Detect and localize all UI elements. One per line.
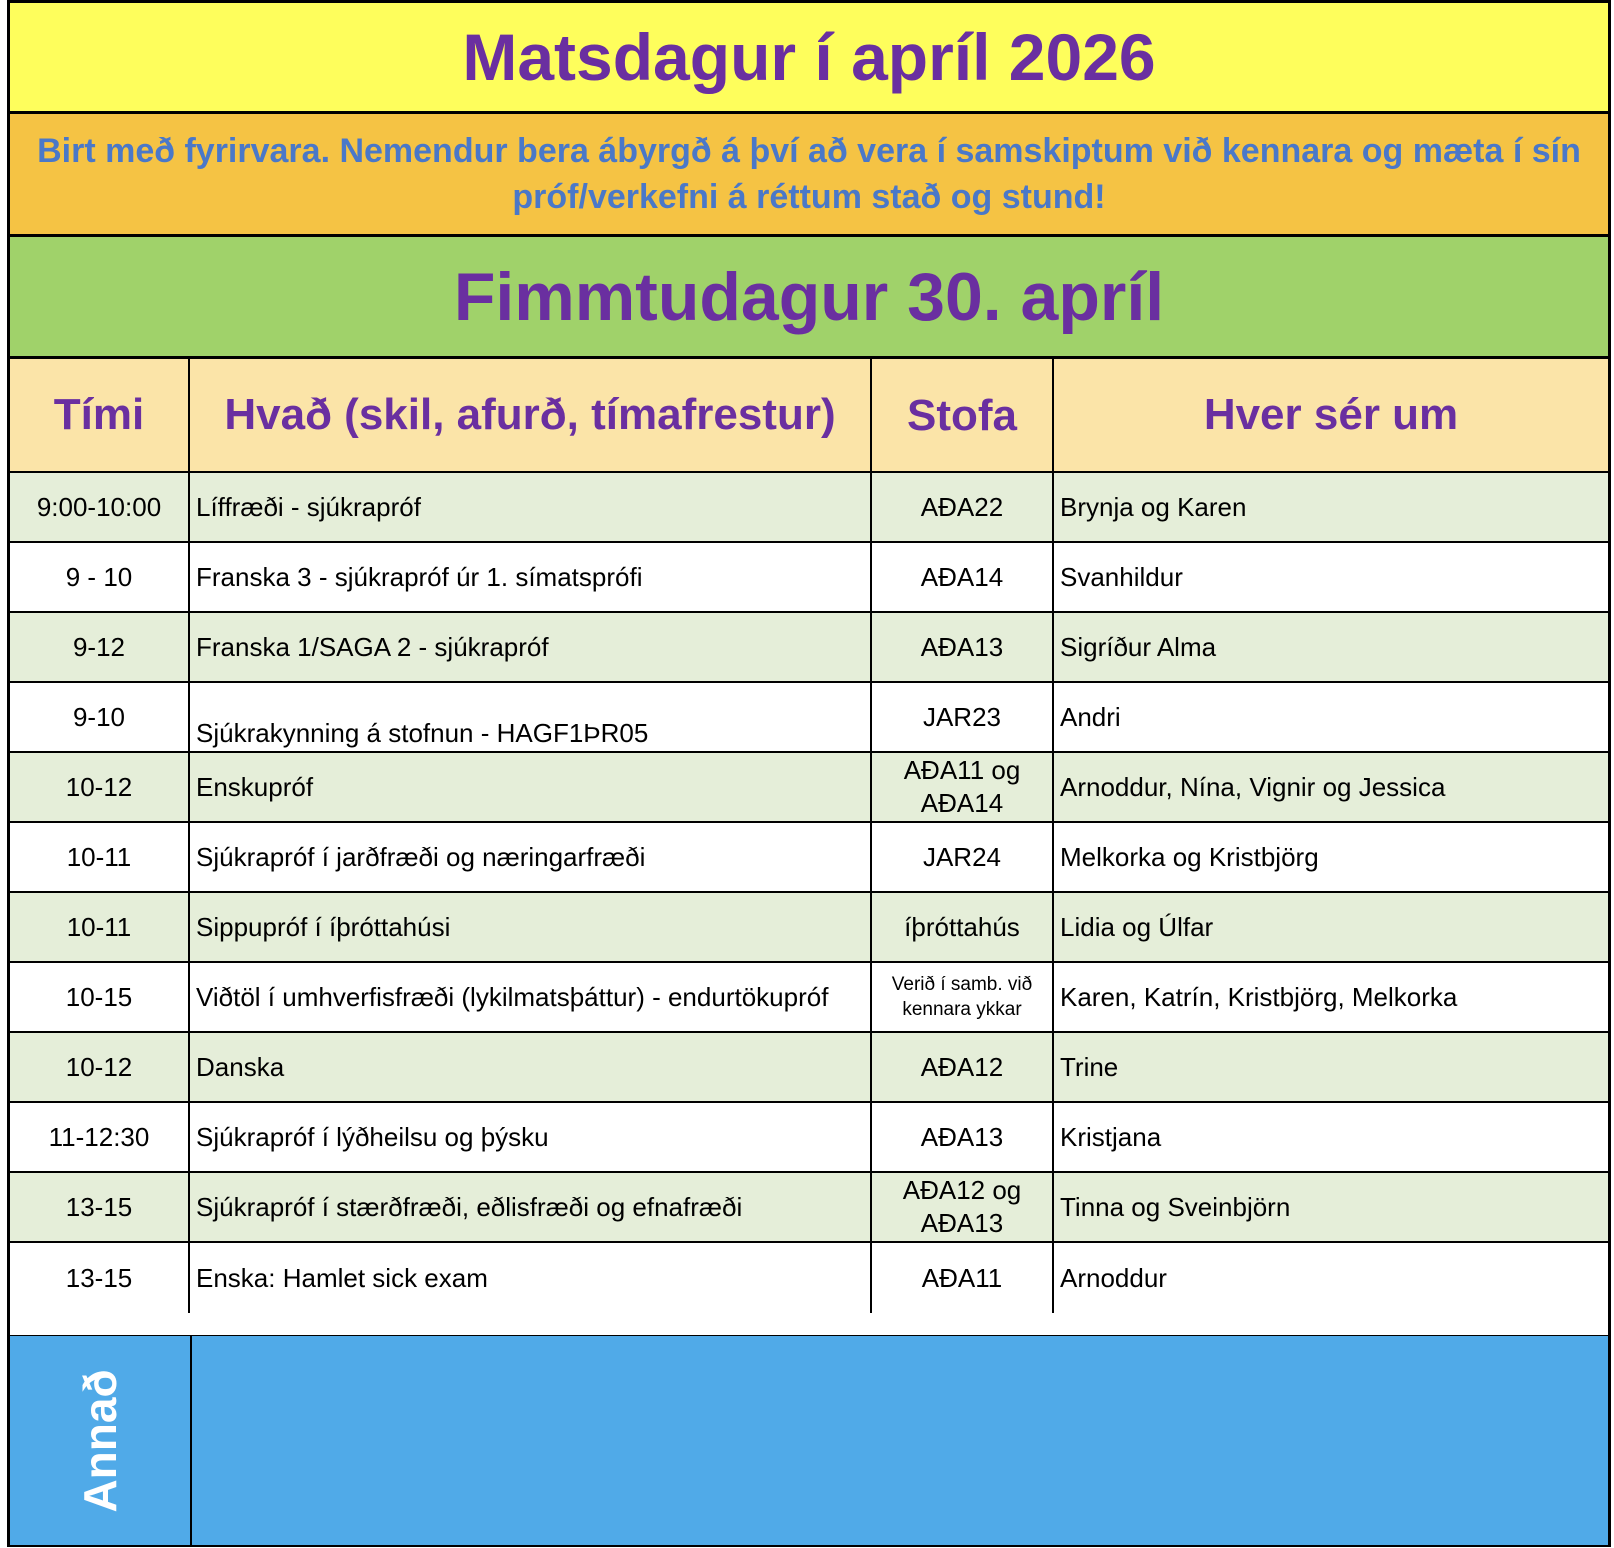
cell-who: Arnoddur (1060, 1262, 1167, 1293)
cell-what: Sippupróf í íþróttahúsi (190, 893, 872, 961)
table-row (10, 1173, 1608, 1243)
cell-who: Trine (1060, 1051, 1119, 1082)
table-row (10, 753, 1608, 823)
notice-text: Birt með fyrirvara. Nemendur bera ábyrgð á því að vera í samskiptum við kennara og mæta í sín próf/verkefni á réttum stað og stund! (37, 132, 1581, 216)
schedule-sheet (7, 0, 1611, 1547)
cell-time: 13-15 (10, 1243, 190, 1313)
table-row (10, 1103, 1608, 1173)
day-title: Fimmtudagur 30. apríl (453, 258, 1165, 335)
cell-room: Verið í samb. við kennara ykkar (872, 963, 1054, 1031)
cell-room: AÐA11 og AÐA14 (872, 753, 1054, 821)
cell-who: Andri (1060, 701, 1121, 732)
table-row (10, 683, 1608, 753)
cell-time: 9-10 (10, 683, 190, 751)
cell-what: Sjúkrakynning á stofnun - HAGF1ÞR05 (190, 683, 872, 751)
cell-who: Lidia og Úlfar (1060, 911, 1214, 942)
cell-room: íþróttahús (872, 893, 1054, 961)
cell-who: Arnoddur, Nína, Vignir og Jessica (1060, 771, 1446, 802)
title-banner (10, 3, 1608, 114)
cell-time: 10-15 (10, 963, 190, 1031)
table-row (10, 1033, 1608, 1103)
cell-what: Líffræði - sjúkrapróf (190, 473, 872, 541)
other-section (10, 1335, 1608, 1545)
cell-time: 13-15 (10, 1173, 190, 1241)
cell-room: AÐA13 (872, 1103, 1054, 1171)
cell-time: 11-12:30 (10, 1103, 190, 1171)
day-banner (10, 237, 1608, 359)
cell-who: Kristjana (1060, 1121, 1162, 1152)
cell-time: 10-11 (10, 893, 190, 961)
cell-room: AÐA13 (872, 613, 1054, 681)
notice-banner (10, 114, 1608, 237)
column-header-time: Tími (10, 359, 190, 471)
column-header-what: Hvað (skil, afurð, tímafrestur) (190, 359, 872, 471)
cell-room: JAR24 (872, 823, 1054, 891)
cell-what: Franska 1/SAGA 2 - sjúkrapróf (190, 613, 872, 681)
cell-room: AÐA12 (872, 1033, 1054, 1101)
cell-who: Tinna og Sveinbjörn (1060, 1191, 1291, 1222)
cell-what: Sjúkrapróf í stærðfræði, eðlisfræði og efnafræði (190, 1173, 872, 1241)
cell-time: 9-12 (10, 613, 190, 681)
cell-what: Enskupróf (190, 753, 872, 821)
other-label: Annað (74, 1368, 126, 1513)
page-title: Matsdagur í apríl 2026 (462, 20, 1156, 94)
cell-room: JAR23 (872, 683, 1054, 751)
table-row (10, 543, 1608, 613)
other-content (192, 1336, 1608, 1545)
cell-what: Danska (190, 1033, 872, 1101)
cell-room: AÐA12 og AÐA13 (872, 1173, 1054, 1241)
table-row (10, 823, 1608, 893)
cell-what: Sjúkrapróf í jarðfræði og næringarfræði (190, 823, 872, 891)
cell-room: AÐA11 (872, 1243, 1054, 1313)
cell-who: Sigríður Alma (1060, 631, 1217, 662)
column-header-room: Stofa (872, 359, 1054, 471)
cell-time: 10-12 (10, 1033, 190, 1101)
table-header-row (10, 359, 1608, 473)
other-label-cell (10, 1336, 192, 1545)
cell-who: Melkorka og Kristbjörg (1060, 841, 1319, 872)
table-row (10, 893, 1608, 963)
cell-who: Karen, Katrín, Kristbjörg, Melkorka (1060, 981, 1458, 1012)
cell-who: Brynja og Karen (1060, 491, 1247, 522)
cell-what: Enska: Hamlet sick exam (190, 1243, 872, 1313)
cell-time: 9:00-10:00 (10, 473, 190, 541)
cell-what: Franska 3 - sjúkrapróf úr 1. símatsprófi (190, 543, 872, 611)
cell-room: AÐA14 (872, 543, 1054, 611)
cell-time: 10-12 (10, 753, 190, 821)
table-row (10, 1243, 1608, 1313)
cell-time: 10-11 (10, 823, 190, 891)
cell-what: Viðtöl í umhverfisfræði (lykilmatsþáttur) - endurtökupróf (190, 963, 872, 1031)
table-row (10, 963, 1608, 1033)
cell-time: 9 - 10 (10, 543, 190, 611)
table-row (10, 613, 1608, 683)
column-header-who: Hver sér um (1203, 390, 1459, 439)
cell-who: Svanhildur (1060, 561, 1183, 592)
cell-room: AÐA22 (872, 473, 1054, 541)
table-row (10, 473, 1608, 543)
cell-what: Sjúkrapróf í lýðheilsu og þýsku (190, 1103, 872, 1171)
